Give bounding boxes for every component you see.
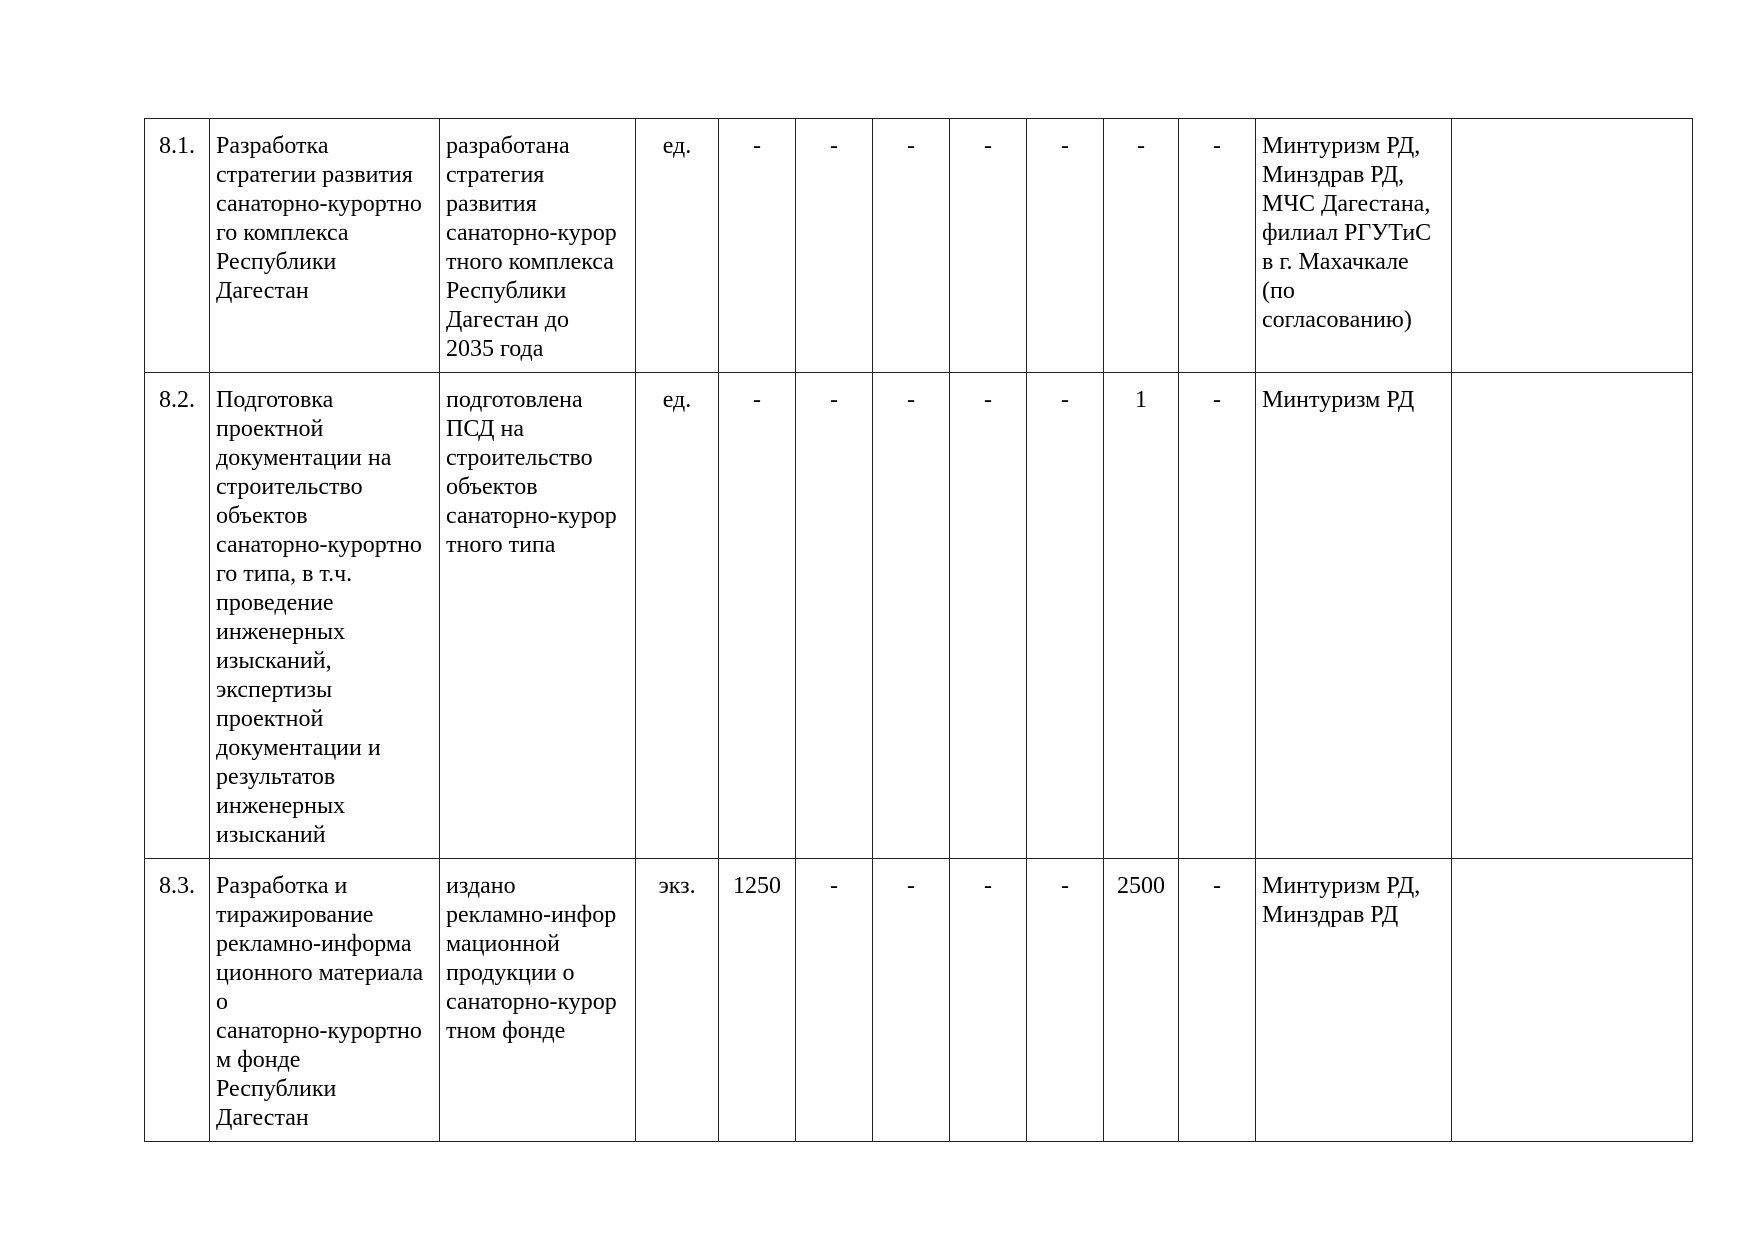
value-cell: - <box>873 373 950 859</box>
event-name: Разработка и тиражирование рекламно-информа ционного материала о санаторно-курортно м фонде Республики Дагестан <box>210 859 440 1142</box>
row-number: 8.1. <box>145 119 210 373</box>
value-cell: - <box>719 119 796 373</box>
table-row <box>145 859 1693 1142</box>
event-name: Разработка стратегии развития санаторно-курортно го комплекса Республики Дагестан <box>210 119 440 373</box>
value-cell: - <box>719 373 796 859</box>
value-cell: - <box>950 373 1027 859</box>
value-cell: - <box>796 373 873 859</box>
expected-result: разработана стратегия развития санаторно-курор тного комплекса Республики Дагестан до 2035 года <box>440 119 636 373</box>
value-cell: - <box>1179 373 1256 859</box>
value-cell: - <box>950 119 1027 373</box>
value-cell: - <box>1027 119 1104 373</box>
unit: ед. <box>636 119 719 373</box>
measures-table <box>144 118 1693 1142</box>
row-number: 8.2. <box>145 373 210 859</box>
row-number: 8.3. <box>145 859 210 1142</box>
value-cell: - <box>1179 119 1256 373</box>
value-cell: - <box>1104 119 1179 373</box>
unit: ед. <box>636 373 719 859</box>
expected-result: издано рекламно-инфор мационной продукции о санаторно-курор тном фонде <box>440 859 636 1142</box>
note <box>1452 119 1693 373</box>
value-cell: - <box>796 119 873 373</box>
value-cell: - <box>873 119 950 373</box>
value-cell: 1 <box>1104 373 1179 859</box>
executor: Минтуризм РД, Минздрав РД <box>1256 859 1452 1142</box>
executor: Минтуризм РД <box>1256 373 1452 859</box>
note <box>1452 859 1693 1142</box>
table-row <box>145 373 1693 859</box>
value-cell: 2500 <box>1104 859 1179 1142</box>
value-cell: - <box>1027 373 1104 859</box>
value-cell: - <box>1027 859 1104 1142</box>
table-row <box>145 119 1693 373</box>
note <box>1452 373 1693 859</box>
value-cell: - <box>873 859 950 1142</box>
value-cell: - <box>796 859 873 1142</box>
value-cell: 1250 <box>719 859 796 1142</box>
unit: экз. <box>636 859 719 1142</box>
event-name: Подготовка проектной документации на строительство объектов санаторно-курортно го типа, в т.ч. проведение инженерных изысканий, экспертизы проектной документации и результатов инженерных изысканий <box>210 373 440 859</box>
value-cell: - <box>1179 859 1256 1142</box>
expected-result: подготовлена ПСД на строительство объектов санаторно-курор тного типа <box>440 373 636 859</box>
executor: Минтуризм РД, Минздрав РД, МЧС Дагестана, филиал РГУТиС в г. Махачкале (по согласованию) <box>1256 119 1452 373</box>
value-cell: - <box>950 859 1027 1142</box>
